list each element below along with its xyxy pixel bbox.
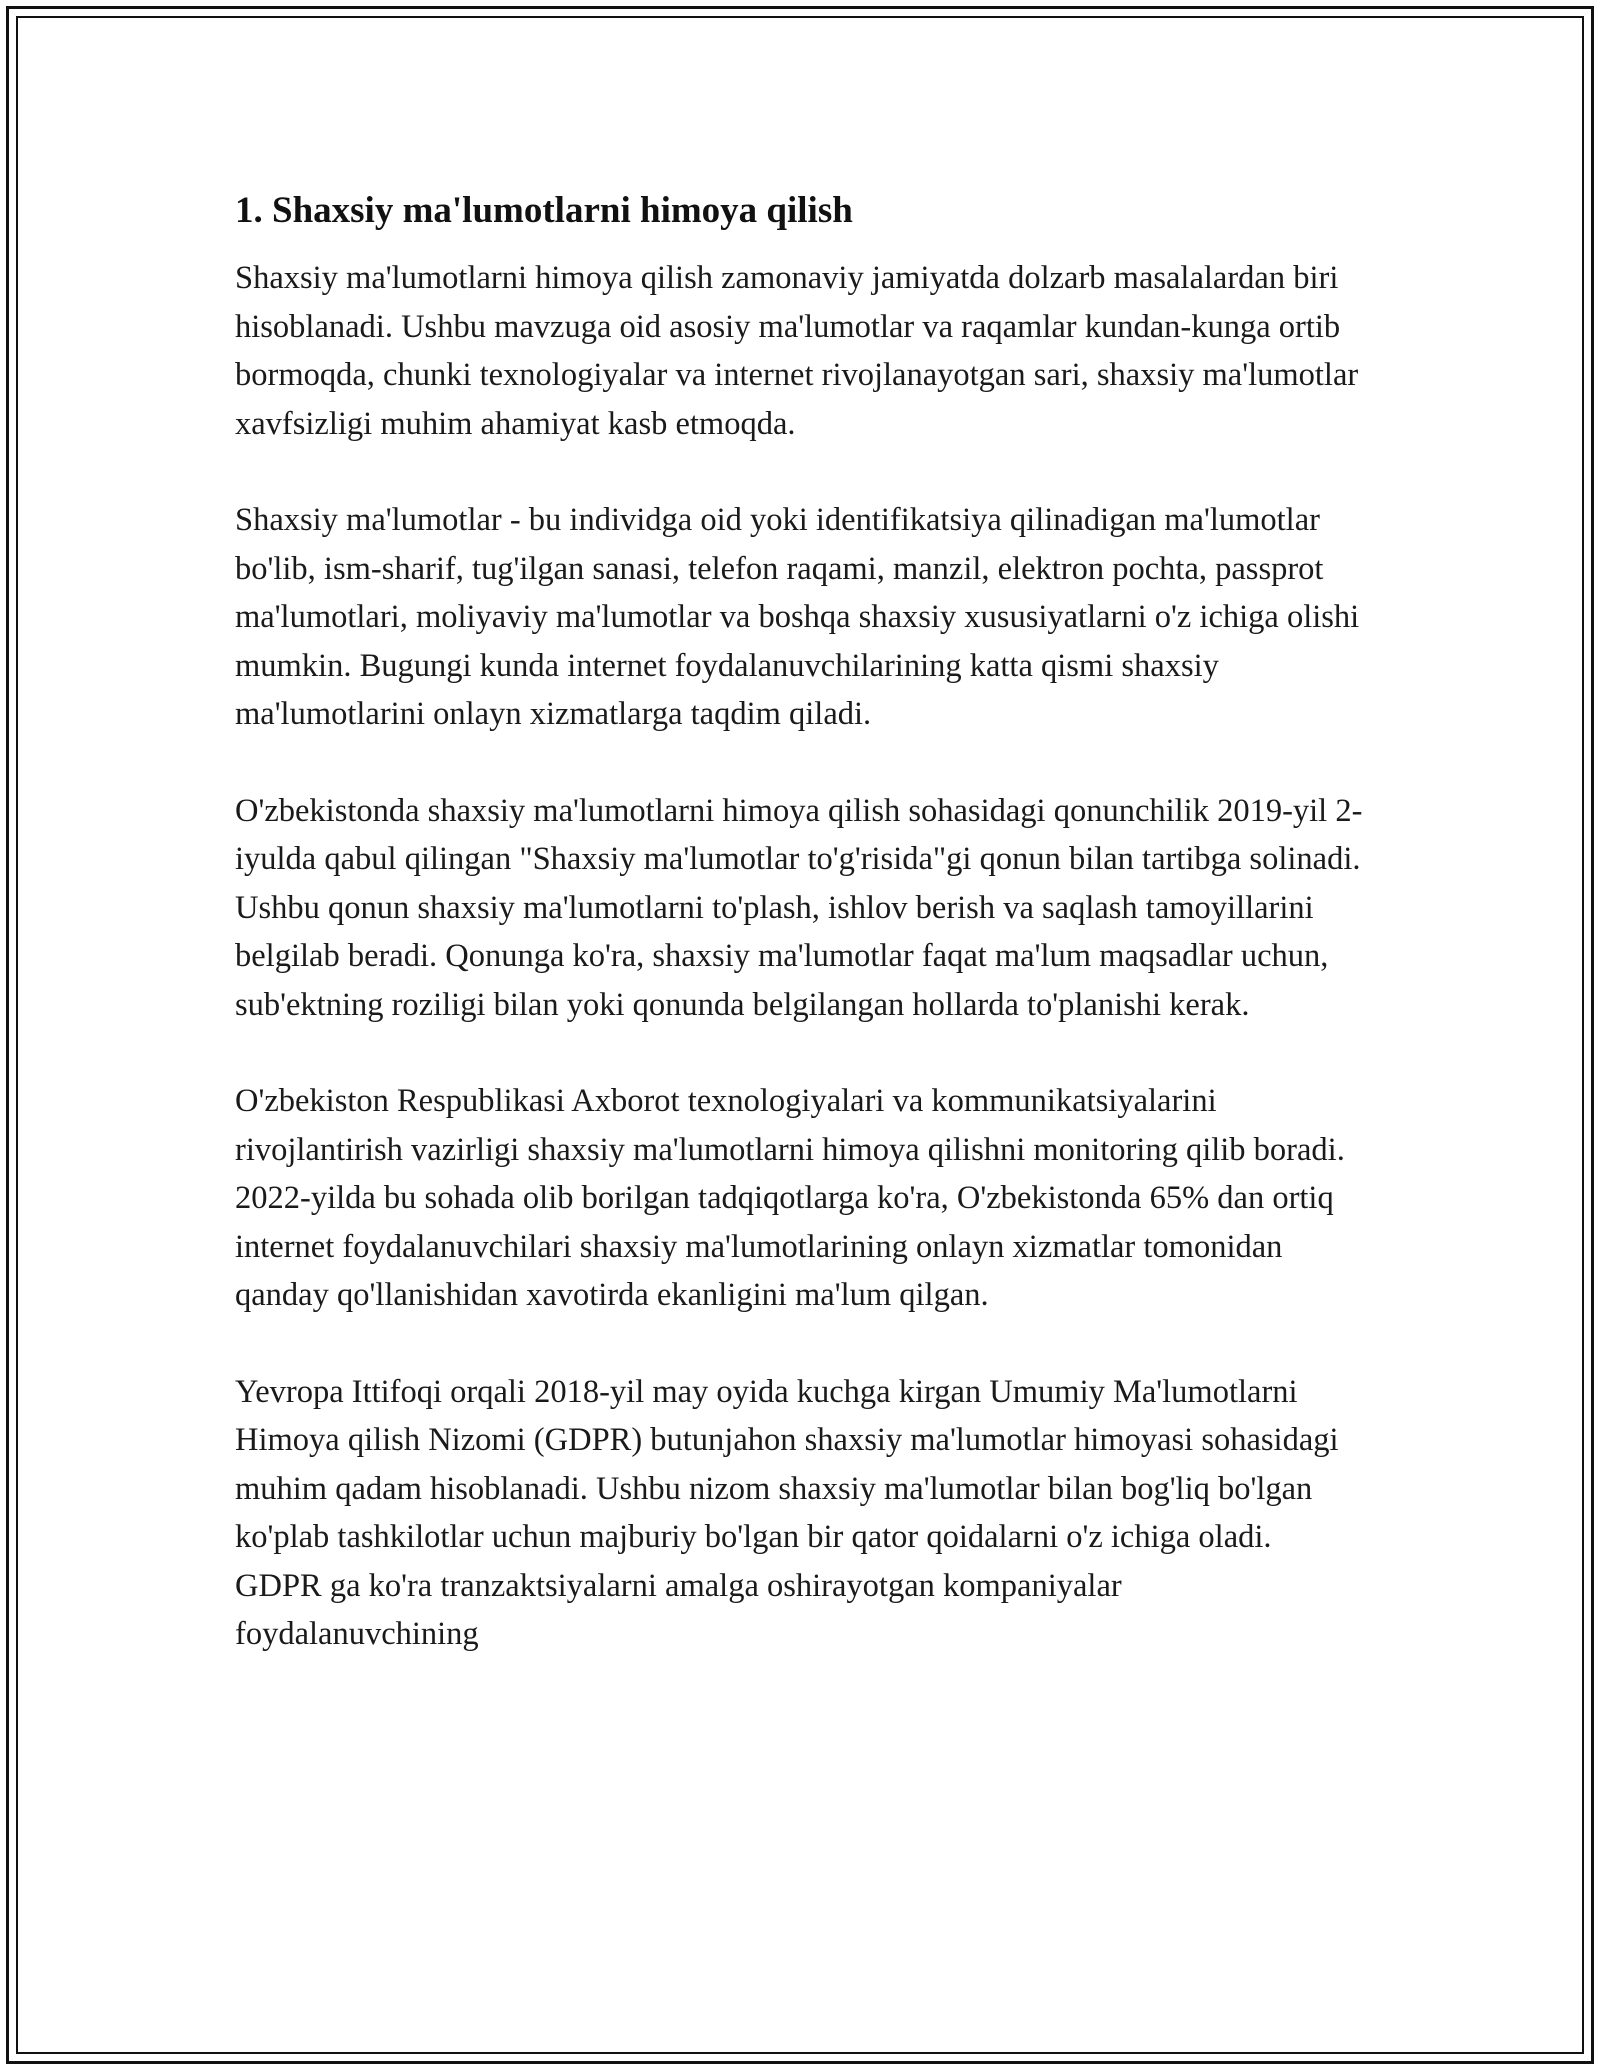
- section-title: 1. Shaxsiy ma'lumotlarni himoya qilish: [235, 190, 853, 231]
- paragraph-definition: Shaxsiy ma'lumotlar - bu individga oid yoki identifikatsiya qilinadigan ma'lumotlar bo'lib, ism-sharif, tug'ilgan sanasi, telefon raqami, manzil, elektron pochta, passprot ma'lumotlari, moliyaviy ma'lumotlar va boshqa shaxsiy xususiyatlarni o'z ichiga olishi mumkin. Bugungi kunda internet foydalanuvchilarining katta qismi shaxsiy ma'lumotlarini onlayn xizmatlarga taqdim qiladi.: [235, 502, 1360, 732]
- document-body: [235, 184, 1365, 1707]
- paragraph-intro: Shaxsiy ma'lumotlarni himoya qilish zamonaviy jamiyatda dolzarb masalalardan biri hisoblanadi. Ushbu mavzuga oid asosiy ma'lumotlar va raqamlar kundan-kunga ortib bormoqda, chunki texnologiyalar va internet rivojlanayotgan sari, shaxsiy ma'lumotlar xavfsizligi muhim ahamiyat kasb etmoqda.: [235, 260, 1359, 442]
- paragraph-ministry-research: O'zbekiston Respublikasi Axborot texnologiyalari va kommunikatsiyalarini rivojlantirish vazirligi shaxsiy ma'lumotlarni himoya qilishni monitoring qilib boradi. 2022-yilda bu sohada olib borilgan tadqiqotlarga ko'ra, O'zbekistonda 65% dan ortiq internet foydalanuvchilari shaxsiy ma'lumotlarining onlayn xizmatlar tomonidan qanday qo'llanishidan xavotirda ekanligini ma'lum qilgan.: [235, 1083, 1345, 1313]
- paragraph-gdpr: Yevropa Ittifoqi orqali 2018-yil may oyida kuchga kirgan Umumiy Ma'lumotlarni Himoya qilish Nizomi (GDPR) butunjahon shaxsiy ma'lumotlar himoyasi sohasidagi muhim qadam hisoblanadi. Ushbu nizom shaxsiy ma'lumotlar bilan bog'liq bo'lgan ko'plab tashkilotlar uchun majburiy bo'lgan bir qator qoidalarni o'z ichiga oladi. GDPR ga ko'ra tranzaktsiyalarni amalga oshirayotgan kompaniyalar foydalanuvchining: [235, 1373, 1339, 1652]
- paragraph-uzbek-law: O'zbekistonda shaxsiy ma'lumotlarni himoya qilish sohasidagi qonunchilik 2019-yil 2-iyulda qabul qilingan "Shaxsiy ma'lumotlar to'g'risida"gi qonun bilan tartibga solinadi. Ushbu qonun shaxsiy ma'lumotlarni to'plash, ishlov berish va saqlash tamoyillarini belgilab beradi. Qonunga ko'ra, shaxsiy ma'lumotlar faqat ma'lum maqsadlar uchun, sub'ektning roziligi bilan yoki qonunda belgilangan hollarda to'planishi kerak.: [235, 792, 1363, 1023]
